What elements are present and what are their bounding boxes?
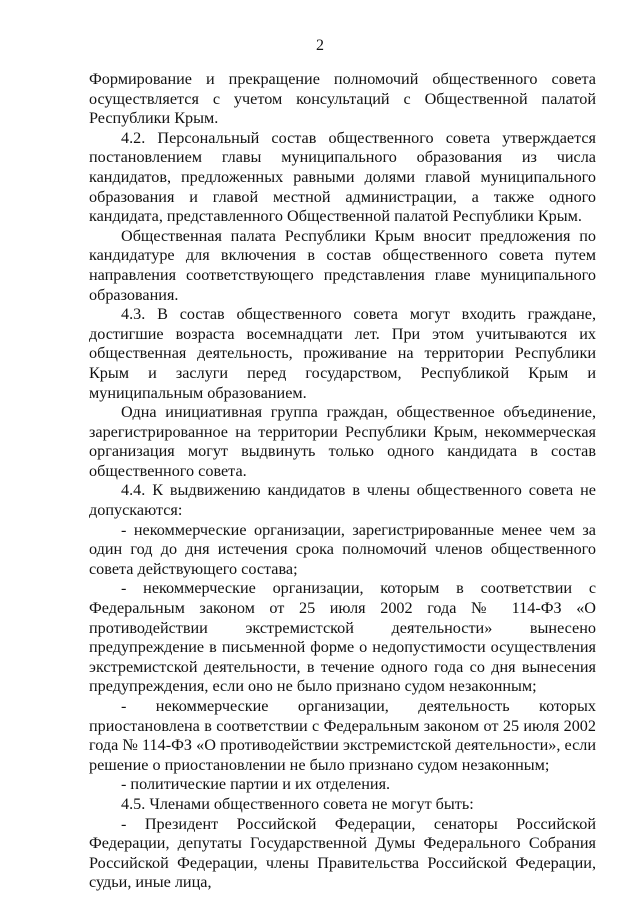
list-item: - Президент Российской Федерации, сенаторы Российской Федерации, депутаты Государственной Думы Федерального Собрания Российской Федерации, члены Правительства Российской Федерации, судьи, иные лица, (89, 814, 596, 892)
list-item: - некоммерческие организации, которым в соответствии с Федеральным законом от 25 июля 2002 года № 114-ФЗ «О противодействии экстремистской деятельности» вынесено предупреждение в письменной форме о недопустимости осуществления экстремистской деятельности, в течение одного года со дня вынесения предупреждения, если оно не было признано судом незаконным; (89, 579, 596, 696)
paragraph: 4.4. К выдвижению кандидатов в члены общественного совета не допускаются: (89, 481, 596, 520)
paragraph: Одна инициативная группа граждан, общественное объединение, зарегистрированное на территории Республики Крым, некоммерческая организация могут выдвинуть только одного кандидата в состав общественного совета. (89, 403, 596, 480)
paragraph: Формирование и прекращение полномочий общественного совета осуществляется с учетом консультаций с Общественной палатой Республики Крым. (89, 70, 596, 128)
list-item: - некоммерческие организации, зарегистрированные менее чем за один год до дня истечения срока полномочий членов общественного совета действующего состава; (89, 520, 596, 578)
paragraph: 4.3. В состав общественного совета могут входить граждане, достигшие возраста восемнадцати лет. При этом учитываются их общественная деятельность, проживание на территории Республики Крым и заслуги перед государством, Республикой Крым и муниципальным образованием. (89, 305, 596, 402)
paragraph: Общественная палата Республики Крым вносит предложения по кандидатуре для включения в состав общественного совета путем направления соответствующего представления главе муниципального образования. (89, 226, 596, 304)
page-number: 2 (316, 37, 324, 54)
document-body (89, 70, 596, 893)
paragraph: 4.5. Членами общественного совета не могут быть: (121, 794, 474, 813)
paragraph: 4.2. Персональный состав общественного совета утверждается постановлением главы муниципального образования из числа кандидатов, предложенных равными долями главой муниципального образования и главой местной администрации, а также одного кандидата, представленного Общественной палатой Республики Крым. (89, 128, 596, 226)
list-item: - некоммерческие организации, деятельность которых приостановлена в соответствии с Федеральным законом от 25 июля 2002 года № 114-ФЗ «О противодействии экстремистской деятельности», если решение о приостановлении не было признано судом незаконным; (89, 697, 596, 774)
list-item: - политические партии и их отделения. (121, 775, 391, 794)
